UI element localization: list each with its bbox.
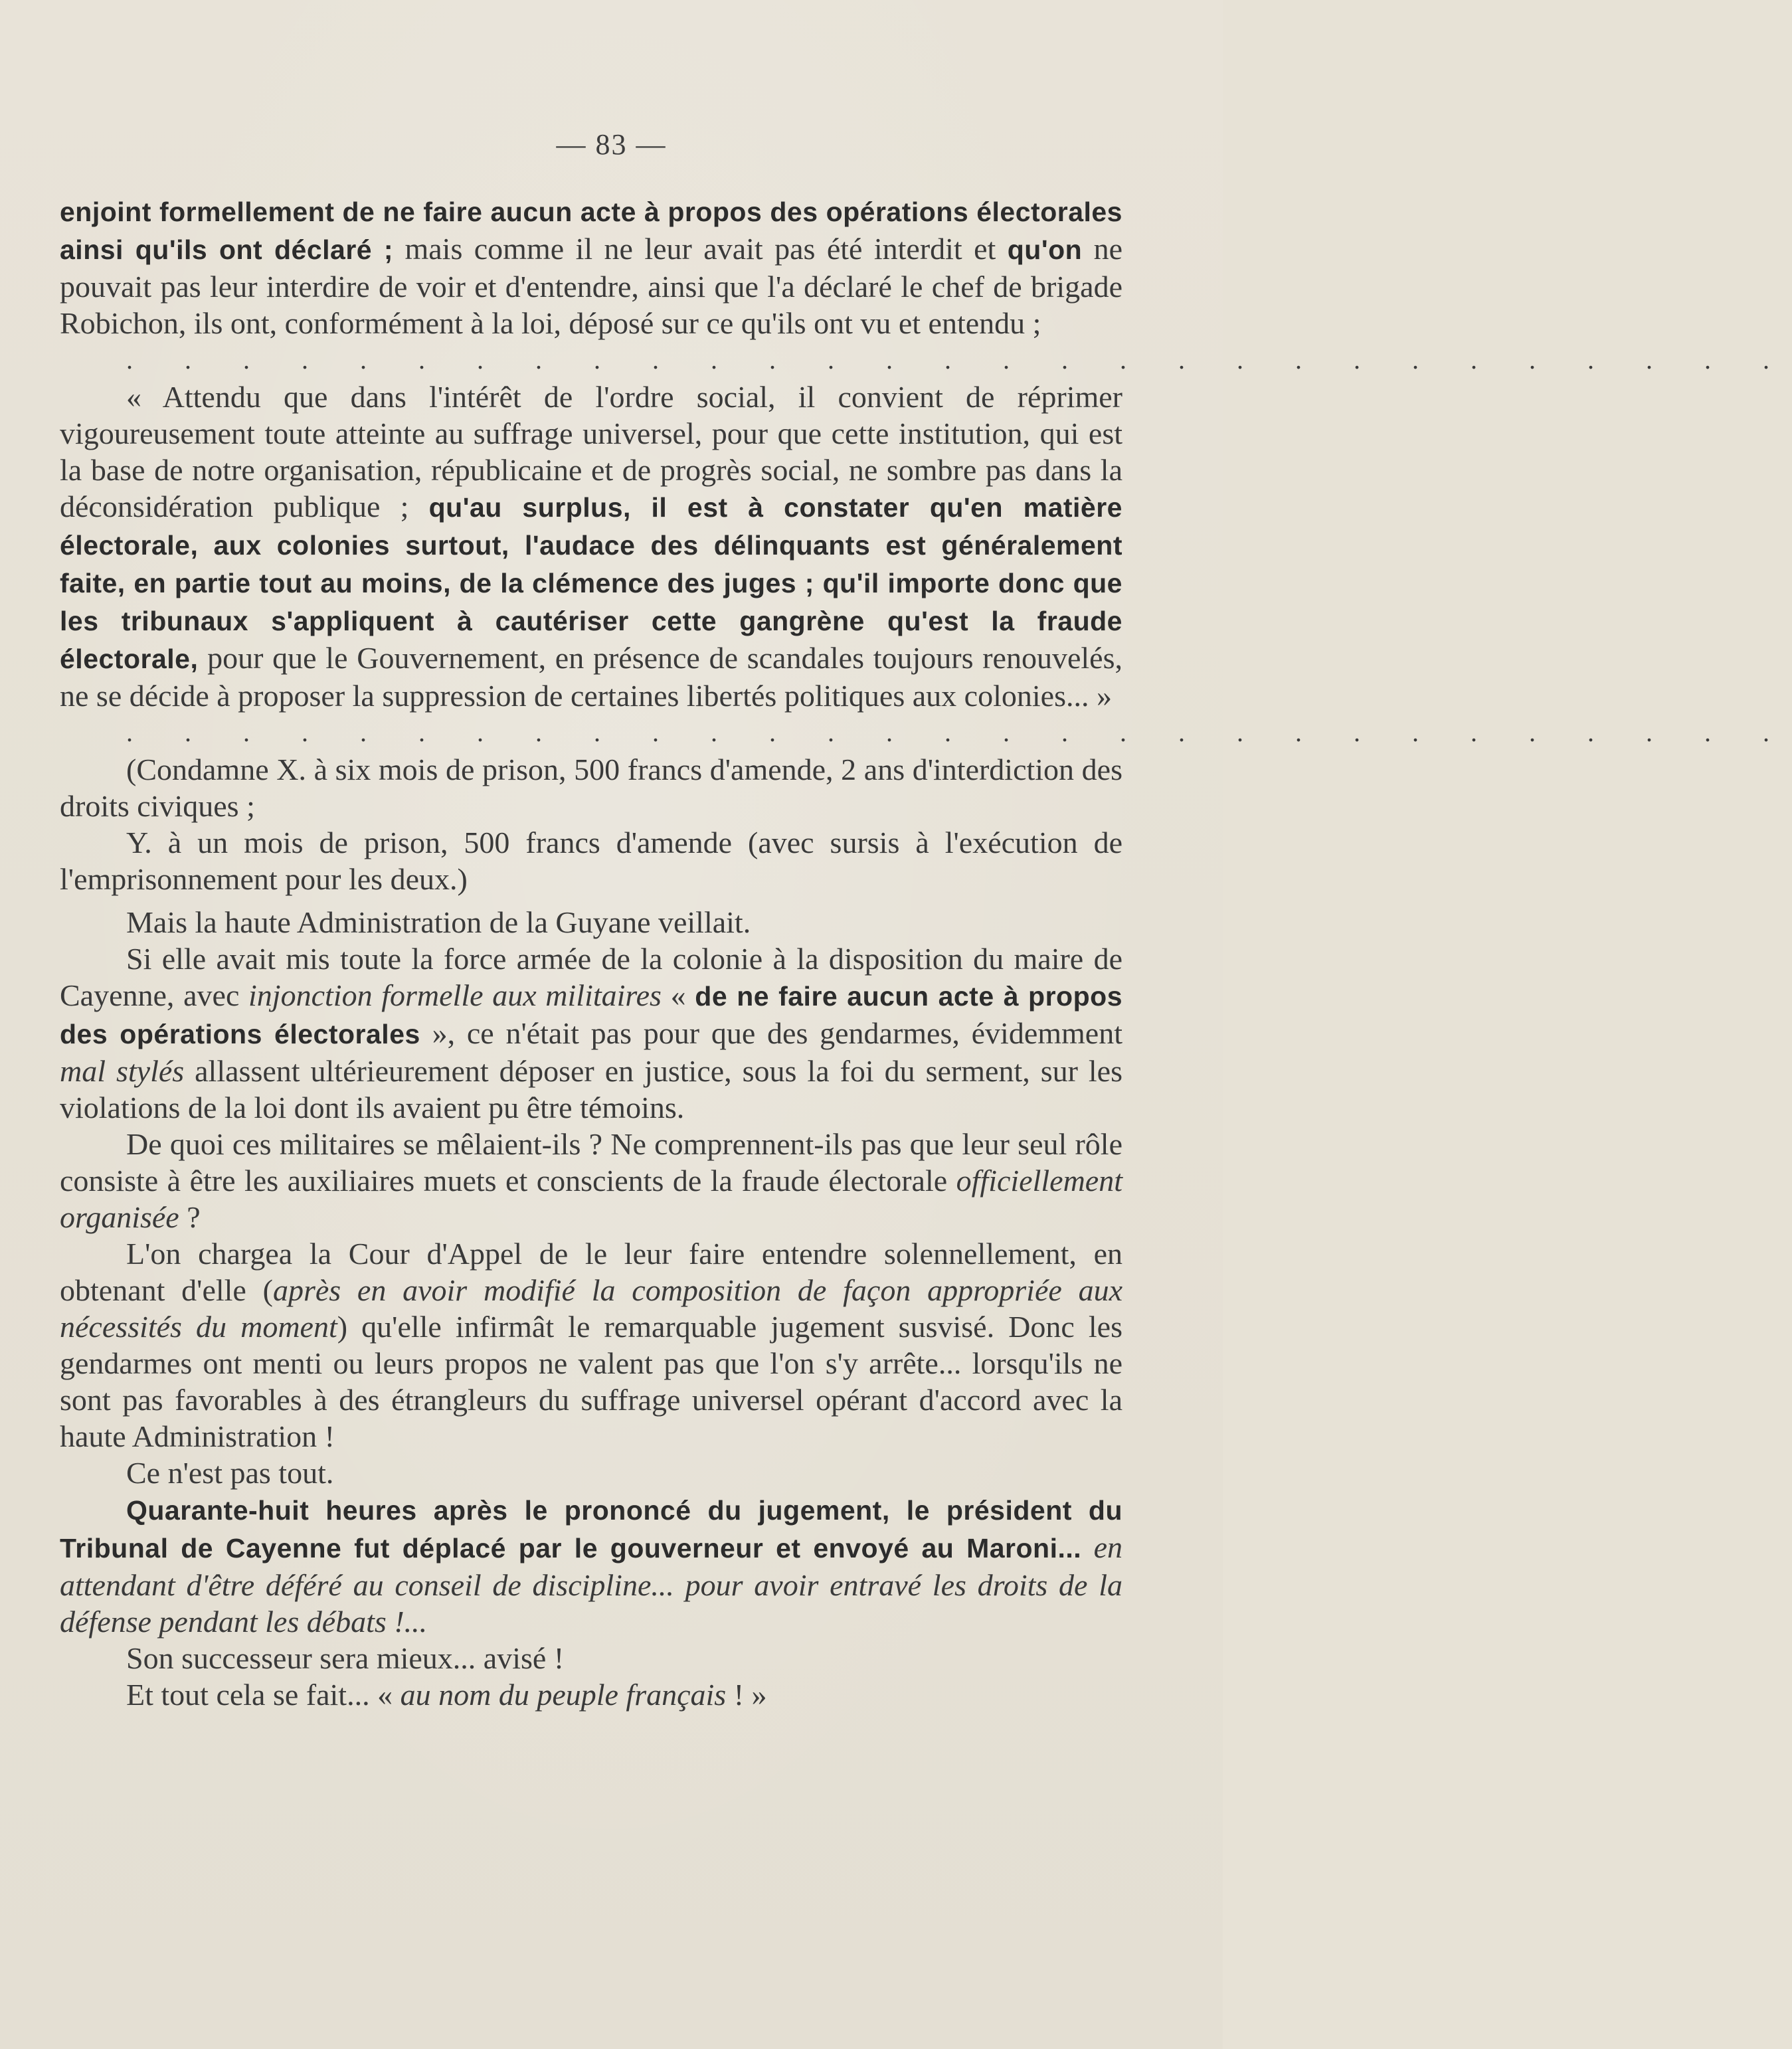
text-run: Et tout cela se fait... « (126, 1678, 401, 1712)
italic-text: injonction formelle aux militaires (248, 978, 662, 1012)
italic-text: officiellement organisée (60, 1164, 1122, 1234)
text-run: Si elle avait mis toute la force armée de la colonie à la disposition du maire de Cayenne, avec (60, 942, 1122, 1012)
text-run: », ce n'était pas pour que des gendarmes, évidemment (420, 1016, 1123, 1050)
paragraph-quarante-huit (60, 1491, 1122, 1640)
paragraph-successeur: Son successeur sera mieux... avisé ! (126, 1641, 565, 1675)
text-body (60, 193, 1792, 1713)
ellipsis-separator: . . . . . . . . . . . . . . . . . . . . . . . . . . . . . (126, 345, 1792, 375)
paragraph-nom-peuple (60, 1676, 1122, 1713)
text-run: ? (179, 1200, 201, 1234)
bold-text: enjoint formellement de ne faire aucun acte à propos des opérations électorales ainsi qu'ils ont déclaré ; (60, 197, 1122, 265)
bold-text: qu'on (1007, 234, 1083, 265)
bold-text: Quarante-huit heures après le prononcé du jugement, le président du Tribunal de Cayenne fut déplacé par le gouverneur et envoyé au Maroni... (60, 1495, 1122, 1563)
text-run: De quoi ces militaires se mêlaient-ils ? Ne comprennent-ils pas que leur seul rôle consiste à être les auxiliaires muets et conscients de la fraude électorale (60, 1127, 1122, 1198)
paragraph-condamne-x: (Condamne X. à six mois de prison, 500 francs d'amende, 2 ans d'interdiction des droits civiques ; (60, 753, 1122, 823)
paragraph-force-armee (60, 940, 1122, 1126)
text-run: ! » (726, 1678, 767, 1712)
italic-text: après en avoir modifié la composition de façon appropriée aux nécessités du moment (60, 1273, 1122, 1344)
paragraph-continuation (60, 193, 1122, 341)
paragraph-administration: Mais la haute Administration de la Guyane veillait. (126, 905, 751, 939)
italic-text: en attendant d'être déféré au conseil de discipline... pour avoir entravé les droits de la défense pendant les débats !... (60, 1530, 1122, 1639)
text-run: mais comme il ne leur avait pas été interdit et (393, 232, 1008, 266)
paragraph-condamne-y: Y. à un mois de prison, 500 francs d'amende (avec sursis à l'exécution de l'emprisonnement pour les deux.) (60, 826, 1122, 896)
italic-text: mal stylés (60, 1054, 185, 1088)
ellipsis-separator: . . . . . . . . . . . . . . . . . . . . . . . . . . . . . (126, 717, 1792, 747)
spacer (60, 897, 1122, 904)
paragraph-cour-appel (60, 1235, 1122, 1455)
text-run: « Attendu que dans l'intérêt de l'ordre social, il convient de réprimer vigoureusement toute atteinte au suffrage universel, pour que cette institution, qui est la base de notre organisation, républicaine et de progrès social, ne sombre pas dans la déconsidération publique ; (60, 380, 1122, 523)
paragraph-militaires (60, 1126, 1122, 1235)
page-number: — 83 — (556, 128, 667, 161)
paragraph-attendu (60, 379, 1122, 714)
bold-text: de ne faire aucun acte à propos des opérations électorales (60, 981, 1122, 1049)
italic-text: au nom du peuple français (400, 1678, 727, 1712)
text-run: ) qu'elle infirmât le remarquable jugement susvisé. Donc les gendarmes ont menti ou leurs propos ne valent pas que l'on s'y arrête... lorsqu'ils ne sont pas favorables à des étrangleurs du suffrage universel opérant d'accord avec la haute Administration ! (60, 1310, 1122, 1453)
text-run: allassent ultérieurement déposer en justice, sous la foi du serment, sur les violations de la loi dont ils avaient pu être témoins. (60, 1054, 1122, 1124)
text-run: ne pouvait pas leur interdire de voir et d'entendre, ainsi que l'a déclaré le chef de brigade Robichon, ils ont, conformément à la loi, déposé sur ce qu'ils ont vu et entendu ; (60, 232, 1122, 340)
text-run: L'on chargea la Cour d'Appel de le leur faire entendre solennellement, en obtenant d'elle ( (60, 1237, 1122, 1307)
text-run: « (661, 978, 695, 1012)
bold-text: qu'au surplus, il est à constater qu'en matière électorale, aux colonies surtout, l'audace des délinquants est généralement faite, en partie tout au moins, de la clémence des juges ; qu'il importe donc que les tribunaux s'appliquent à cautériser cette gangrène qu'est la fraude électorale, (60, 492, 1122, 674)
text-run: pour que le Gouvernement, en présence de scandales toujours renouvelés, ne se décide à proposer la suppression de certaines libertés politiques aux colonies... » (60, 641, 1122, 713)
paragraph-pas-tout: Ce n'est pas tout. (126, 1456, 334, 1490)
